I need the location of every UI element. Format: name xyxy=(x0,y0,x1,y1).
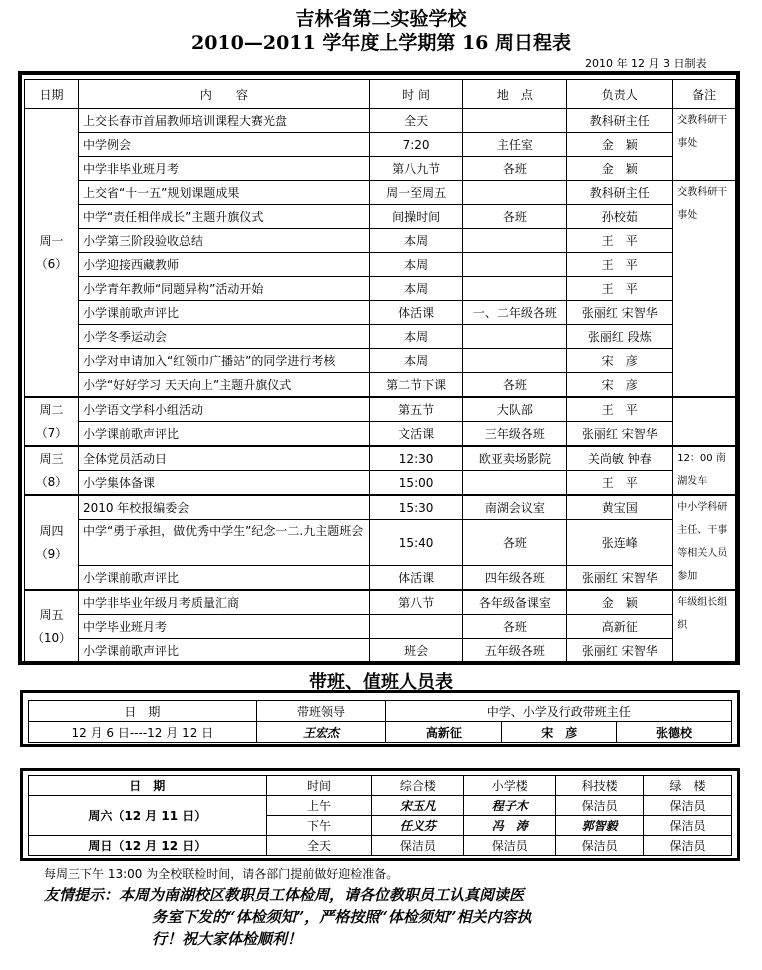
owner-cell: 宋 彦 xyxy=(567,349,673,373)
owner-cell: 张丽红 宋智华 xyxy=(567,566,673,591)
day-number: （8） xyxy=(35,474,68,489)
insp-a: 保洁员 xyxy=(372,836,464,856)
schedule-row xyxy=(25,639,736,663)
schedule-row xyxy=(25,157,736,181)
content-cell: 小学第三阶段验收总结 xyxy=(78,229,369,253)
content-cell: 全体党员活动日 xyxy=(78,446,369,471)
note-cell: 12：00 南湖发车 xyxy=(673,446,736,495)
time-cell: 第八节 xyxy=(369,590,463,615)
schedule-row xyxy=(25,566,736,591)
duty-table xyxy=(28,700,732,743)
content-cell: 小学对申请加入“红领巾广播站”的同学进行考核 xyxy=(78,349,369,373)
owner-cell: 张丽红 段炼 xyxy=(567,325,673,349)
time-cell: 体活课 xyxy=(369,301,463,325)
insp-header-a: 综合楼 xyxy=(372,776,464,796)
schedule-row xyxy=(25,277,736,301)
schedule-row xyxy=(25,205,736,229)
insp-time: 全天 xyxy=(266,836,372,856)
time-cell: 15:00 xyxy=(369,471,463,496)
schedule-row xyxy=(25,422,736,447)
day-number: （7） xyxy=(35,425,68,440)
day-cell xyxy=(25,495,79,590)
duty-director-2: 宋 彦 xyxy=(502,722,617,743)
content-cell: 小学冬季运动会 xyxy=(78,325,369,349)
owner-cell: 张丽红 宋智华 xyxy=(567,422,673,447)
duty-header-leader: 带班领导 xyxy=(256,701,386,722)
header-note: 备注 xyxy=(673,80,736,109)
place-cell: 各年级备课室 xyxy=(463,590,567,615)
place-cell: 欧亚卖场影院 xyxy=(463,446,567,471)
insp-b: 程子木 xyxy=(464,796,556,816)
schedule-row xyxy=(25,397,736,422)
content-cell: 上交长春市首届教师培训课程大赛光盘 xyxy=(78,109,369,133)
day-label: 周五 xyxy=(39,607,64,622)
content-cell: 中学“勇于承担，做优秀中学生”纪念一二.九主题班会 xyxy=(78,520,369,566)
place-cell xyxy=(463,109,567,133)
content-cell: 小学课前歌声评比 xyxy=(78,301,369,325)
time-cell: 本周 xyxy=(369,349,463,373)
time-cell: 文活课 xyxy=(369,422,463,447)
time-cell: 全天 xyxy=(369,109,463,133)
schedule-title: 2010—2011 学年度上学期第 16 周日程表 xyxy=(190,32,572,54)
insp-a: 任义芬 xyxy=(372,816,464,836)
place-cell: 主任室 xyxy=(463,133,567,157)
time-cell: 间操时间 xyxy=(369,205,463,229)
owner-cell: 金 颖 xyxy=(567,133,673,157)
header-date: 日期 xyxy=(25,80,79,109)
time-cell: 班会 xyxy=(369,639,463,663)
schedule-row xyxy=(25,495,736,520)
owner-cell: 王 平 xyxy=(567,397,673,422)
owner-cell: 张丽红 宋智华 xyxy=(567,301,673,325)
place-cell: 南湖会议室 xyxy=(463,495,567,520)
content-cell: 中学“责任相伴成长”主题升旗仪式 xyxy=(78,205,369,229)
inspection-table xyxy=(28,775,732,856)
insp-a: 宋玉凡 xyxy=(372,796,464,816)
day-cell xyxy=(25,397,79,446)
header-content: 内 容 xyxy=(78,80,369,109)
duty-title: 带班、值班人员表 xyxy=(309,672,453,693)
content-cell: 中学非毕业班月考 xyxy=(78,157,369,181)
schedule-row xyxy=(25,133,736,157)
place-cell xyxy=(463,253,567,277)
inspection-header-row xyxy=(29,776,732,796)
day-label: 周三 xyxy=(39,451,64,466)
duty-row xyxy=(29,722,732,743)
place-cell xyxy=(463,181,567,205)
place-cell xyxy=(463,277,567,301)
footer-tip xyxy=(44,884,734,950)
day-cell xyxy=(25,446,79,495)
owner-cell: 王 平 xyxy=(567,277,673,301)
place-cell: 各班 xyxy=(463,520,567,566)
day-label: 周一 xyxy=(39,233,64,248)
owner-cell: 高新征 xyxy=(567,615,673,639)
schedule-row xyxy=(25,615,736,639)
time-cell: 7:20 xyxy=(369,133,463,157)
insp-c: 郭智毅 xyxy=(556,816,644,836)
place-cell xyxy=(463,471,567,496)
place-cell: 四年级各班 xyxy=(463,566,567,591)
place-cell: 三年级各班 xyxy=(463,422,567,447)
note-cell: 交教科研干事处 xyxy=(673,181,736,398)
schedule-row xyxy=(25,373,736,398)
owner-cell: 教科研主任 xyxy=(567,109,673,133)
owner-cell: 宋 彦 xyxy=(567,373,673,398)
made-date: 2010 年 12 月 3 日制表 xyxy=(585,57,707,70)
content-cell: 小学迎接西藏教师 xyxy=(78,253,369,277)
schedule-row xyxy=(25,471,736,496)
content-cell: 小学“好好学习 天天向上”主题升旗仪式 xyxy=(78,373,369,398)
duty-date: 12 月 6 日----12 月 12 日 xyxy=(29,722,257,743)
insp-c: 保洁员 xyxy=(556,836,644,856)
content-cell: 小学语文学科小组活动 xyxy=(78,397,369,422)
day-label: 周四 xyxy=(39,523,64,538)
schedule-table xyxy=(24,79,736,663)
schedule-header-row xyxy=(25,80,736,109)
content-cell: 中学非毕业年级月考质量汇商 xyxy=(78,590,369,615)
content-cell: 中学毕业班月考 xyxy=(78,615,369,639)
place-cell: 各班 xyxy=(463,615,567,639)
owner-cell: 黄宝国 xyxy=(567,495,673,520)
place-cell xyxy=(463,229,567,253)
day-cell xyxy=(25,109,79,398)
time-cell: 本周 xyxy=(369,325,463,349)
owner-cell: 王 平 xyxy=(567,253,673,277)
insp-date-sun: 周日（12 月 12 日） xyxy=(29,836,267,856)
time-cell: 第五节 xyxy=(369,397,463,422)
day-number: （9） xyxy=(35,546,68,561)
owner-cell: 孙校茹 xyxy=(567,205,673,229)
note-cell: 中小学科研主任、干事等相关人员参加 xyxy=(673,495,736,590)
note-cell: 年级组长组织 xyxy=(673,590,736,663)
content-cell: 小学集体备课 xyxy=(78,471,369,496)
place-cell xyxy=(463,325,567,349)
owner-cell: 教科研主任 xyxy=(567,181,673,205)
content-cell: 2010 年校报编委会 xyxy=(78,495,369,520)
duty-header-directors: 中学、小学及行政带班主任 xyxy=(386,701,732,722)
school-title: 吉林省第二实验学校 xyxy=(295,8,467,30)
duty-director-3: 张德校 xyxy=(617,722,732,743)
insp-date-sat: 周六（12 月 11 日） xyxy=(29,796,267,836)
footer-tip-line-1: 友情提示：本周为南湖校区教职员工体检周，请各位教职员工认真阅读医 xyxy=(44,886,525,904)
note-cell xyxy=(673,397,736,446)
owner-cell: 金 颖 xyxy=(567,157,673,181)
insp-time: 下午 xyxy=(266,816,372,836)
place-cell: 各班 xyxy=(463,157,567,181)
content-cell: 上交省“十一五”规划课题成果 xyxy=(78,181,369,205)
schedule-row xyxy=(25,349,736,373)
content-cell: 小学课前歌声评比 xyxy=(78,566,369,591)
insp-time: 上午 xyxy=(266,796,372,816)
insp-b: 冯 涛 xyxy=(464,816,556,836)
place-cell: 大队部 xyxy=(463,397,567,422)
duty-director-1: 高新征 xyxy=(386,722,502,743)
duty-header-row xyxy=(29,701,732,722)
time-cell: 本周 xyxy=(369,277,463,301)
inspection-row xyxy=(29,836,732,856)
duty-leader: 王宏杰 xyxy=(256,722,386,743)
time-cell xyxy=(369,615,463,639)
insp-header-c: 科技楼 xyxy=(556,776,644,796)
place-cell: 一、二年级各班 xyxy=(463,301,567,325)
insp-d: 保洁员 xyxy=(644,816,732,836)
time-cell: 第八九节 xyxy=(369,157,463,181)
day-number: （6） xyxy=(35,256,68,271)
place-cell xyxy=(463,349,567,373)
time-cell: 12:30 xyxy=(369,446,463,471)
time-cell: 体活课 xyxy=(369,566,463,591)
header-owner: 负责人 xyxy=(567,80,673,109)
header-time: 时 间 xyxy=(369,80,463,109)
time-cell: 本周 xyxy=(369,229,463,253)
owner-cell: 张连峰 xyxy=(567,520,673,566)
schedule-row xyxy=(25,520,736,566)
content-cell: 中学例会 xyxy=(78,133,369,157)
day-number: （10） xyxy=(31,630,72,645)
owner-cell: 金 颖 xyxy=(567,590,673,615)
duty-header-date: 日 期 xyxy=(29,701,257,722)
schedule-row xyxy=(25,181,736,205)
schedule-row xyxy=(25,325,736,349)
insp-c: 保洁员 xyxy=(556,796,644,816)
day-label: 周二 xyxy=(39,402,64,417)
schedule-row xyxy=(25,590,736,615)
insp-header-time: 时间 xyxy=(266,776,372,796)
insp-d: 保洁员 xyxy=(644,796,732,816)
content-cell: 小学课前歌声评比 xyxy=(78,422,369,447)
time-cell: 15:40 xyxy=(369,520,463,566)
header-place: 地 点 xyxy=(463,80,567,109)
place-cell: 各班 xyxy=(463,205,567,229)
schedule-row xyxy=(25,446,736,471)
insp-header-b: 小学楼 xyxy=(464,776,556,796)
footer-tip-line-3: 行！祝大家体检顺利！ xyxy=(152,930,303,948)
inspection-row xyxy=(29,796,732,816)
owner-cell: 张丽红 宋智华 xyxy=(567,639,673,663)
owner-cell: 王 平 xyxy=(567,471,673,496)
insp-header-date: 日 期 xyxy=(29,776,267,796)
place-cell: 五年级各班 xyxy=(463,639,567,663)
insp-d: 保洁员 xyxy=(644,836,732,856)
insp-header-d: 绿 楼 xyxy=(644,776,732,796)
day-cell xyxy=(25,590,79,663)
footer-notice: 每周三下午 13:00 为全校联检时间，请各部门提前做好迎检准备。 xyxy=(44,867,399,881)
note-cell: 交教科研干事处 xyxy=(673,109,736,181)
owner-cell: 王 平 xyxy=(567,229,673,253)
content-cell: 小学课前歌声评比 xyxy=(78,639,369,663)
schedule-row xyxy=(25,229,736,253)
owner-cell: 关尚敏 钟春 xyxy=(567,446,673,471)
time-cell: 周一至周五 xyxy=(369,181,463,205)
schedule-body xyxy=(25,109,736,663)
content-cell: 小学青年教师“同题异构”活动开始 xyxy=(78,277,369,301)
schedule-row xyxy=(25,109,736,133)
place-cell: 各班 xyxy=(463,373,567,398)
schedule-row xyxy=(25,253,736,277)
insp-b: 保洁员 xyxy=(464,836,556,856)
time-cell: 第二节下课 xyxy=(369,373,463,398)
footer-tip-line-2: 务室下发的“体检须知”，严格按照“体检须知”相关内容执 xyxy=(152,908,532,926)
schedule-row xyxy=(25,301,736,325)
time-cell: 15:30 xyxy=(369,495,463,520)
time-cell: 本周 xyxy=(369,253,463,277)
